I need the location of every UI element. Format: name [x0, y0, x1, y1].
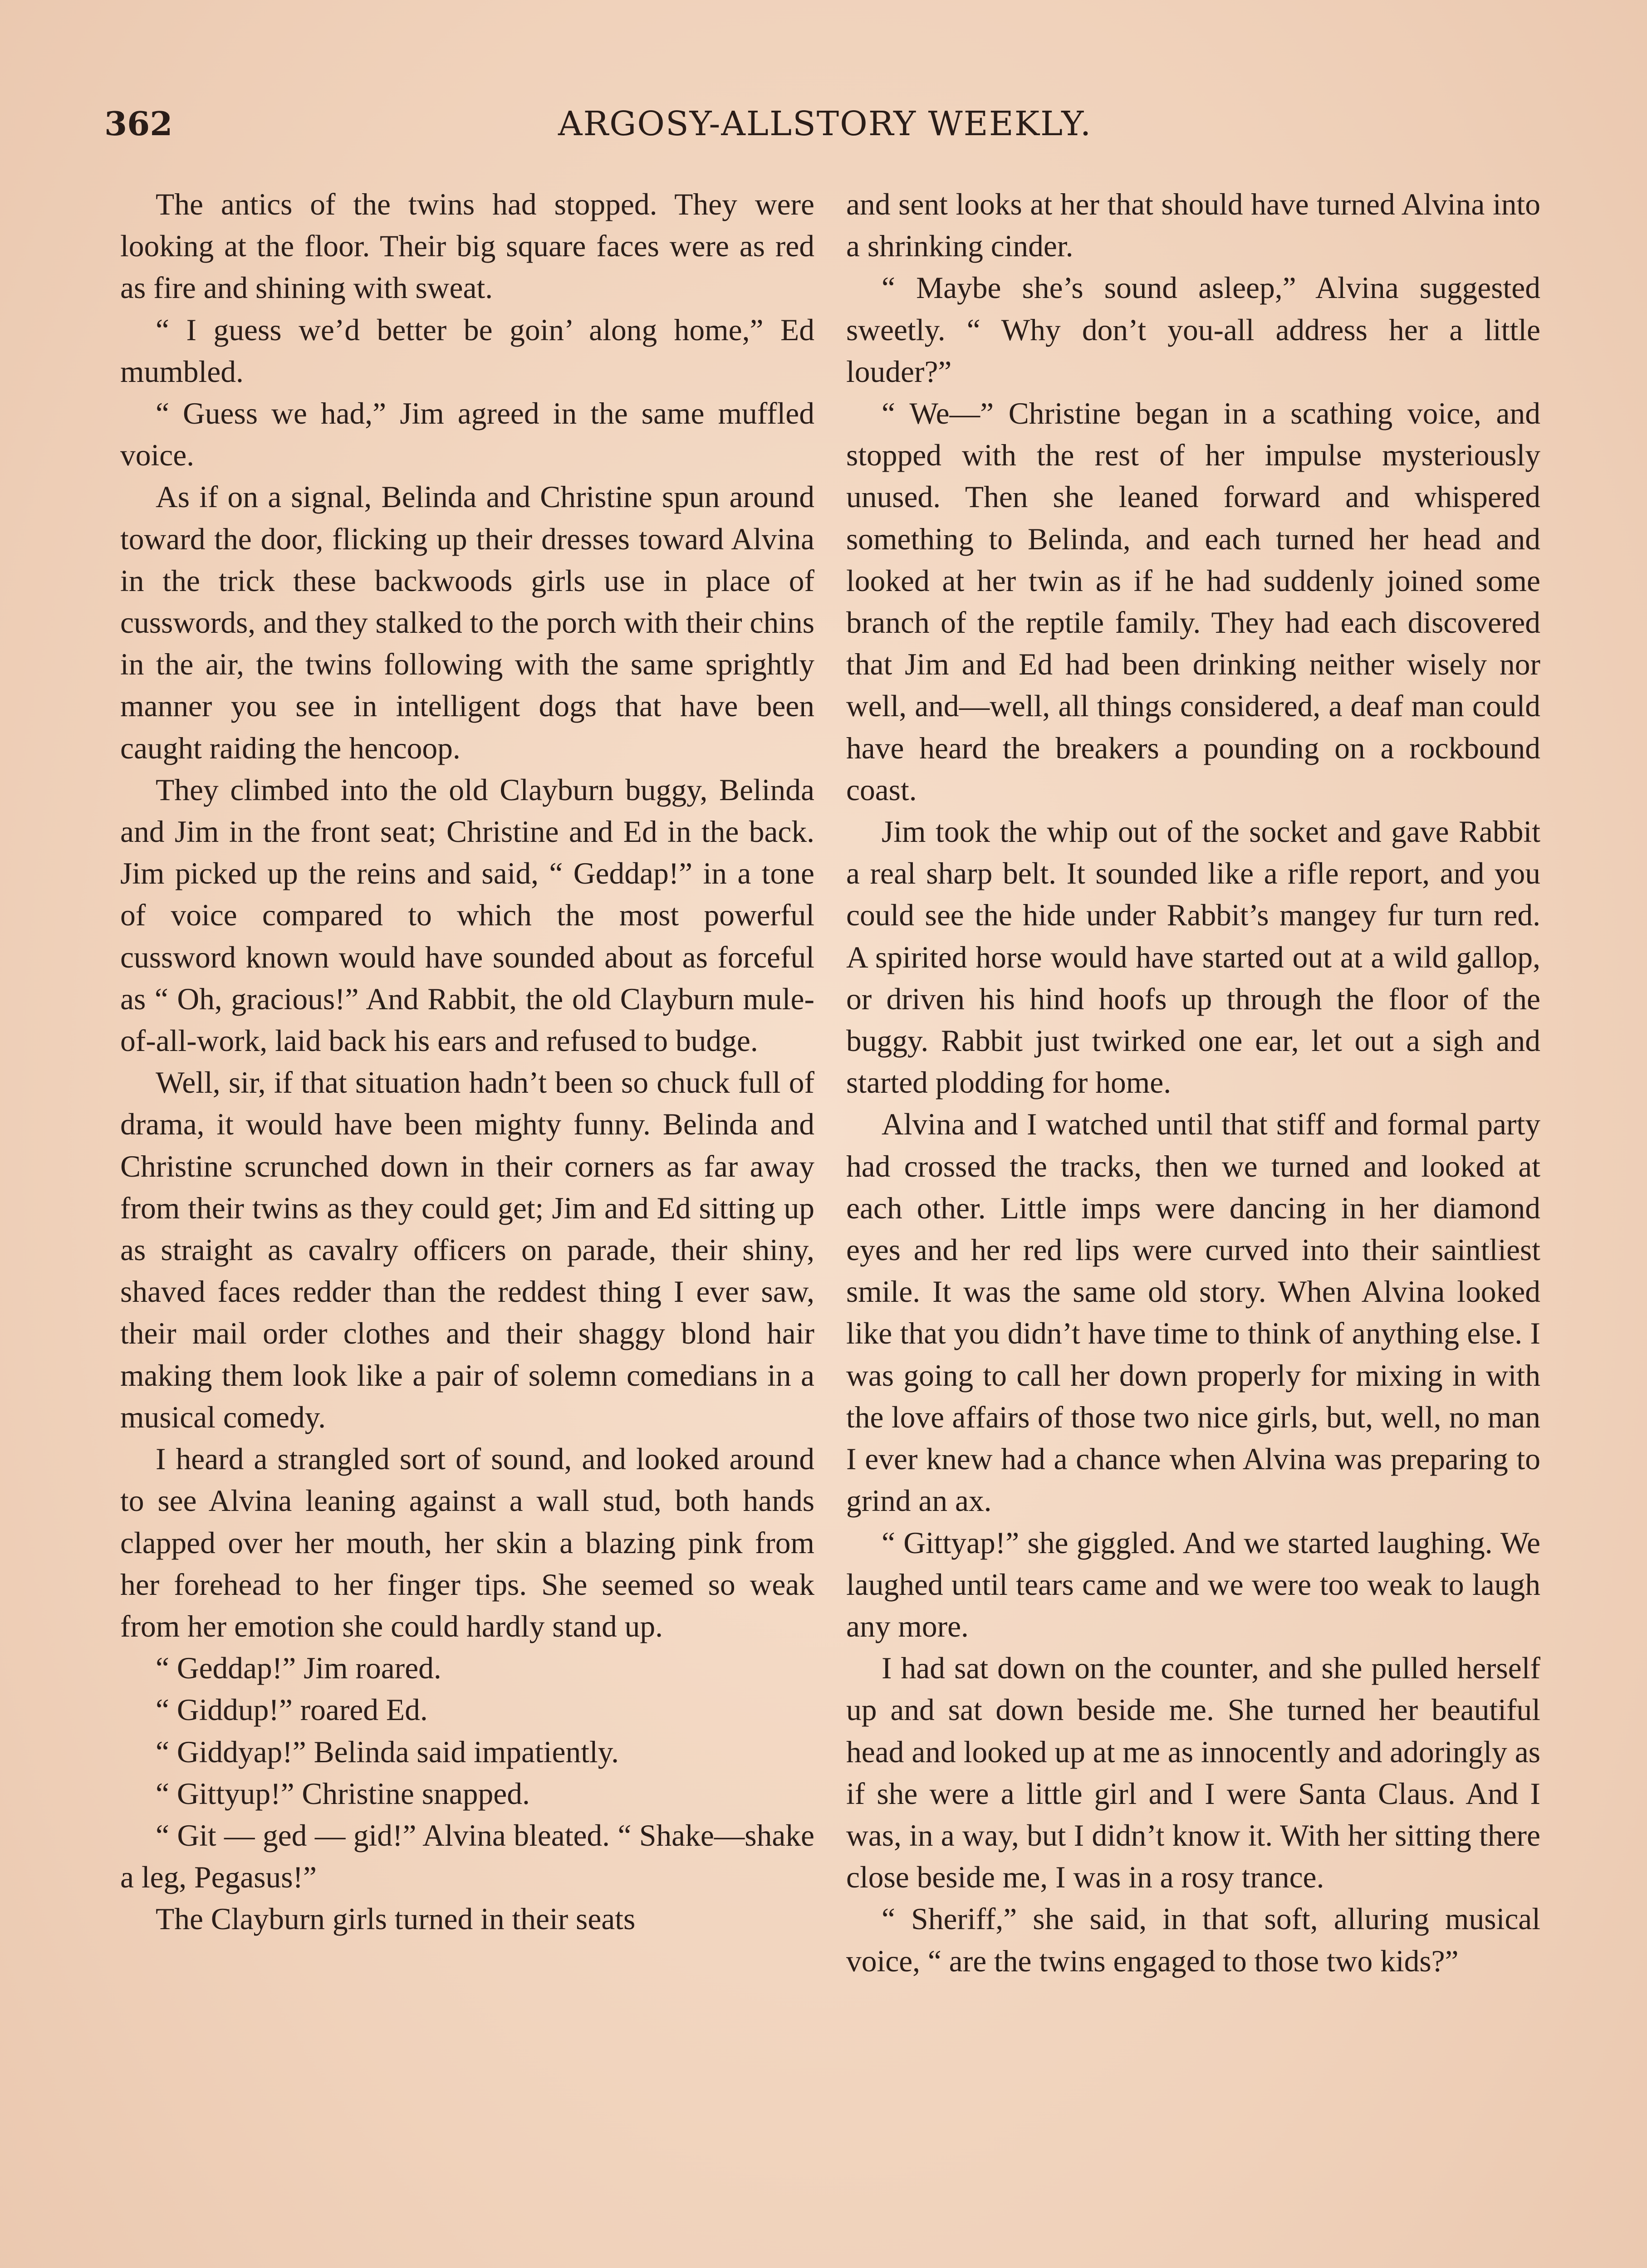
paragraph: “ Geddap!” Jim roared.: [156, 1651, 441, 1686]
paragraph: I heard a strangled sort of sound, and looked around to see Alvina leaning against a wall stud, both hands clapped over her mouth, her skin a blazing pink from her forehead to her finger tips. She seemed so weak from her emotion she could hardly stand up.: [120, 1442, 814, 1643]
paragraph: The Clayburn girls turned in their seats: [156, 1902, 636, 1936]
paragraph: Alvina and I watched until that stiff and formal party had crossed the tracks, then we turned and looked at each other. Little imps were dancing in her diamond eyes and her red lips were curved into their saintliest smile. It was the same old story. When Alvina looked like that you didn’t have time to think of anything else. I was going to call her down properly for mixing in with the love affairs of those two nice girls, but, well, no man I ever knew had a chance when Alvina was preparing to grind an ax.: [846, 1107, 1540, 1518]
right-column: [846, 184, 1540, 1982]
paragraph: “ Gittyup!” Christine snapped.: [156, 1776, 530, 1811]
paragraph: Well, sir, if that situation hadn’t been so chuck full of drama, it would have been mighty funny. Belinda and Christine scrunched down in their corners as far away from their twins as they could get; Jim and Ed sitting up as straight as cavalry officers on parade, their shiny, shaved faces redder than the reddest thing I ever saw, their mail order clothes and their shaggy blond hair making them look like a pair of solemn comedians in a musical comedy.: [120, 1066, 814, 1434]
page-number: 362: [104, 104, 173, 143]
paragraph: “ I guess we’d better be goin’ along home,” Ed mumbled.: [120, 313, 814, 389]
left-column: [120, 184, 814, 1941]
paragraph: “ Maybe she’s sound asleep,” Alvina suggested sweetly. “ Why don’t you-all address her a little louder?”: [846, 271, 1540, 389]
paragraph: The antics of the twins had stopped. They were looking at the floor. Their big square faces were as red as fire and shining with sweat.: [120, 187, 814, 305]
paragraph: “ Gittyap!” she giggled. And we started laughing. We laughed until tears came and we were too weak to laugh any more.: [846, 1525, 1540, 1643]
paragraph: “ Git — ged — gid!” Alvina bleated. “ Shake—shake a leg, Pegasus!”: [120, 1818, 814, 1895]
page-header: [104, 95, 1534, 150]
paragraph: As if on a signal, Belinda and Christine spun around toward the door, flicking up their dresses toward Alvina in the trick these backwoods girls use in place of cusswords, and they stalked to the porch with their chins in the air, the twins following with the same sprightly manner you see in intelligent dogs that have been caught raiding the hencoop.: [120, 480, 814, 765]
paragraph: Jim took the whip out of the socket and gave Rabbit a real sharp belt. It sounded like a rifle report, and you could see the hide under Rabbit’s mangey fur turn red. A spirited horse would have started out at a wild gallop, or driven his hind hoofs up through the floor of the buggy. Rabbit just twirked one ear, let out a sigh and started plodding for home.: [846, 815, 1540, 1100]
paragraph: and sent looks at her that should have turned Alvina into a shrinking cinder.: [846, 187, 1540, 264]
paragraph: “ Giddyap!” Belinda said impatiently.: [156, 1735, 619, 1769]
paragraph: They climbed into the old Clayburn buggy, Belinda and Jim in the front seat; Christine and Ed in the back. Jim picked up the reins and said, “ Geddap!” in a tone of voice compared to which the most powerful cussword known would have sounded about as forceful as “ Oh, gracious!” And Rabbit, the old Clayburn mule-of-all-work, laid back his ears and refused to budge.: [120, 772, 814, 1058]
paragraph: I had sat down on the counter, and she pulled herself up and sat down beside me. She turned her beautiful head and looked up at me as innocently and adoringly as if she were a little girl and I were Santa Claus. And I was, in a way, but I didn’t know it. With her sitting there close beside me, I was in a rosy trance.: [846, 1651, 1540, 1895]
paragraph: “ Guess we had,” Jim agreed in the same muffled voice.: [120, 396, 814, 473]
paragraph: “ We—” Christine began in a scathing voice, and stopped with the rest of her impulse mysteriously unused. Then she leaned forward and whispered something to Belinda, and each turned her head and looked at her twin as if he had suddenly joined some branch of the reptile family. They had each discovered that Jim and Ed had been drinking neither wisely nor well, and—well, all things considered, a deaf man could have heard the breakers a pounding on a rockbound coast.: [846, 396, 1540, 807]
paragraph: “ Sheriff,” she said, in that soft, alluring musical voice, “ are the twins engaged to those two kids?”: [846, 1902, 1540, 1978]
paragraph: “ Giddup!” roared Ed.: [156, 1693, 428, 1727]
running-head: ARGOSY-ALLSTORY WEEKLY.: [558, 104, 1092, 143]
